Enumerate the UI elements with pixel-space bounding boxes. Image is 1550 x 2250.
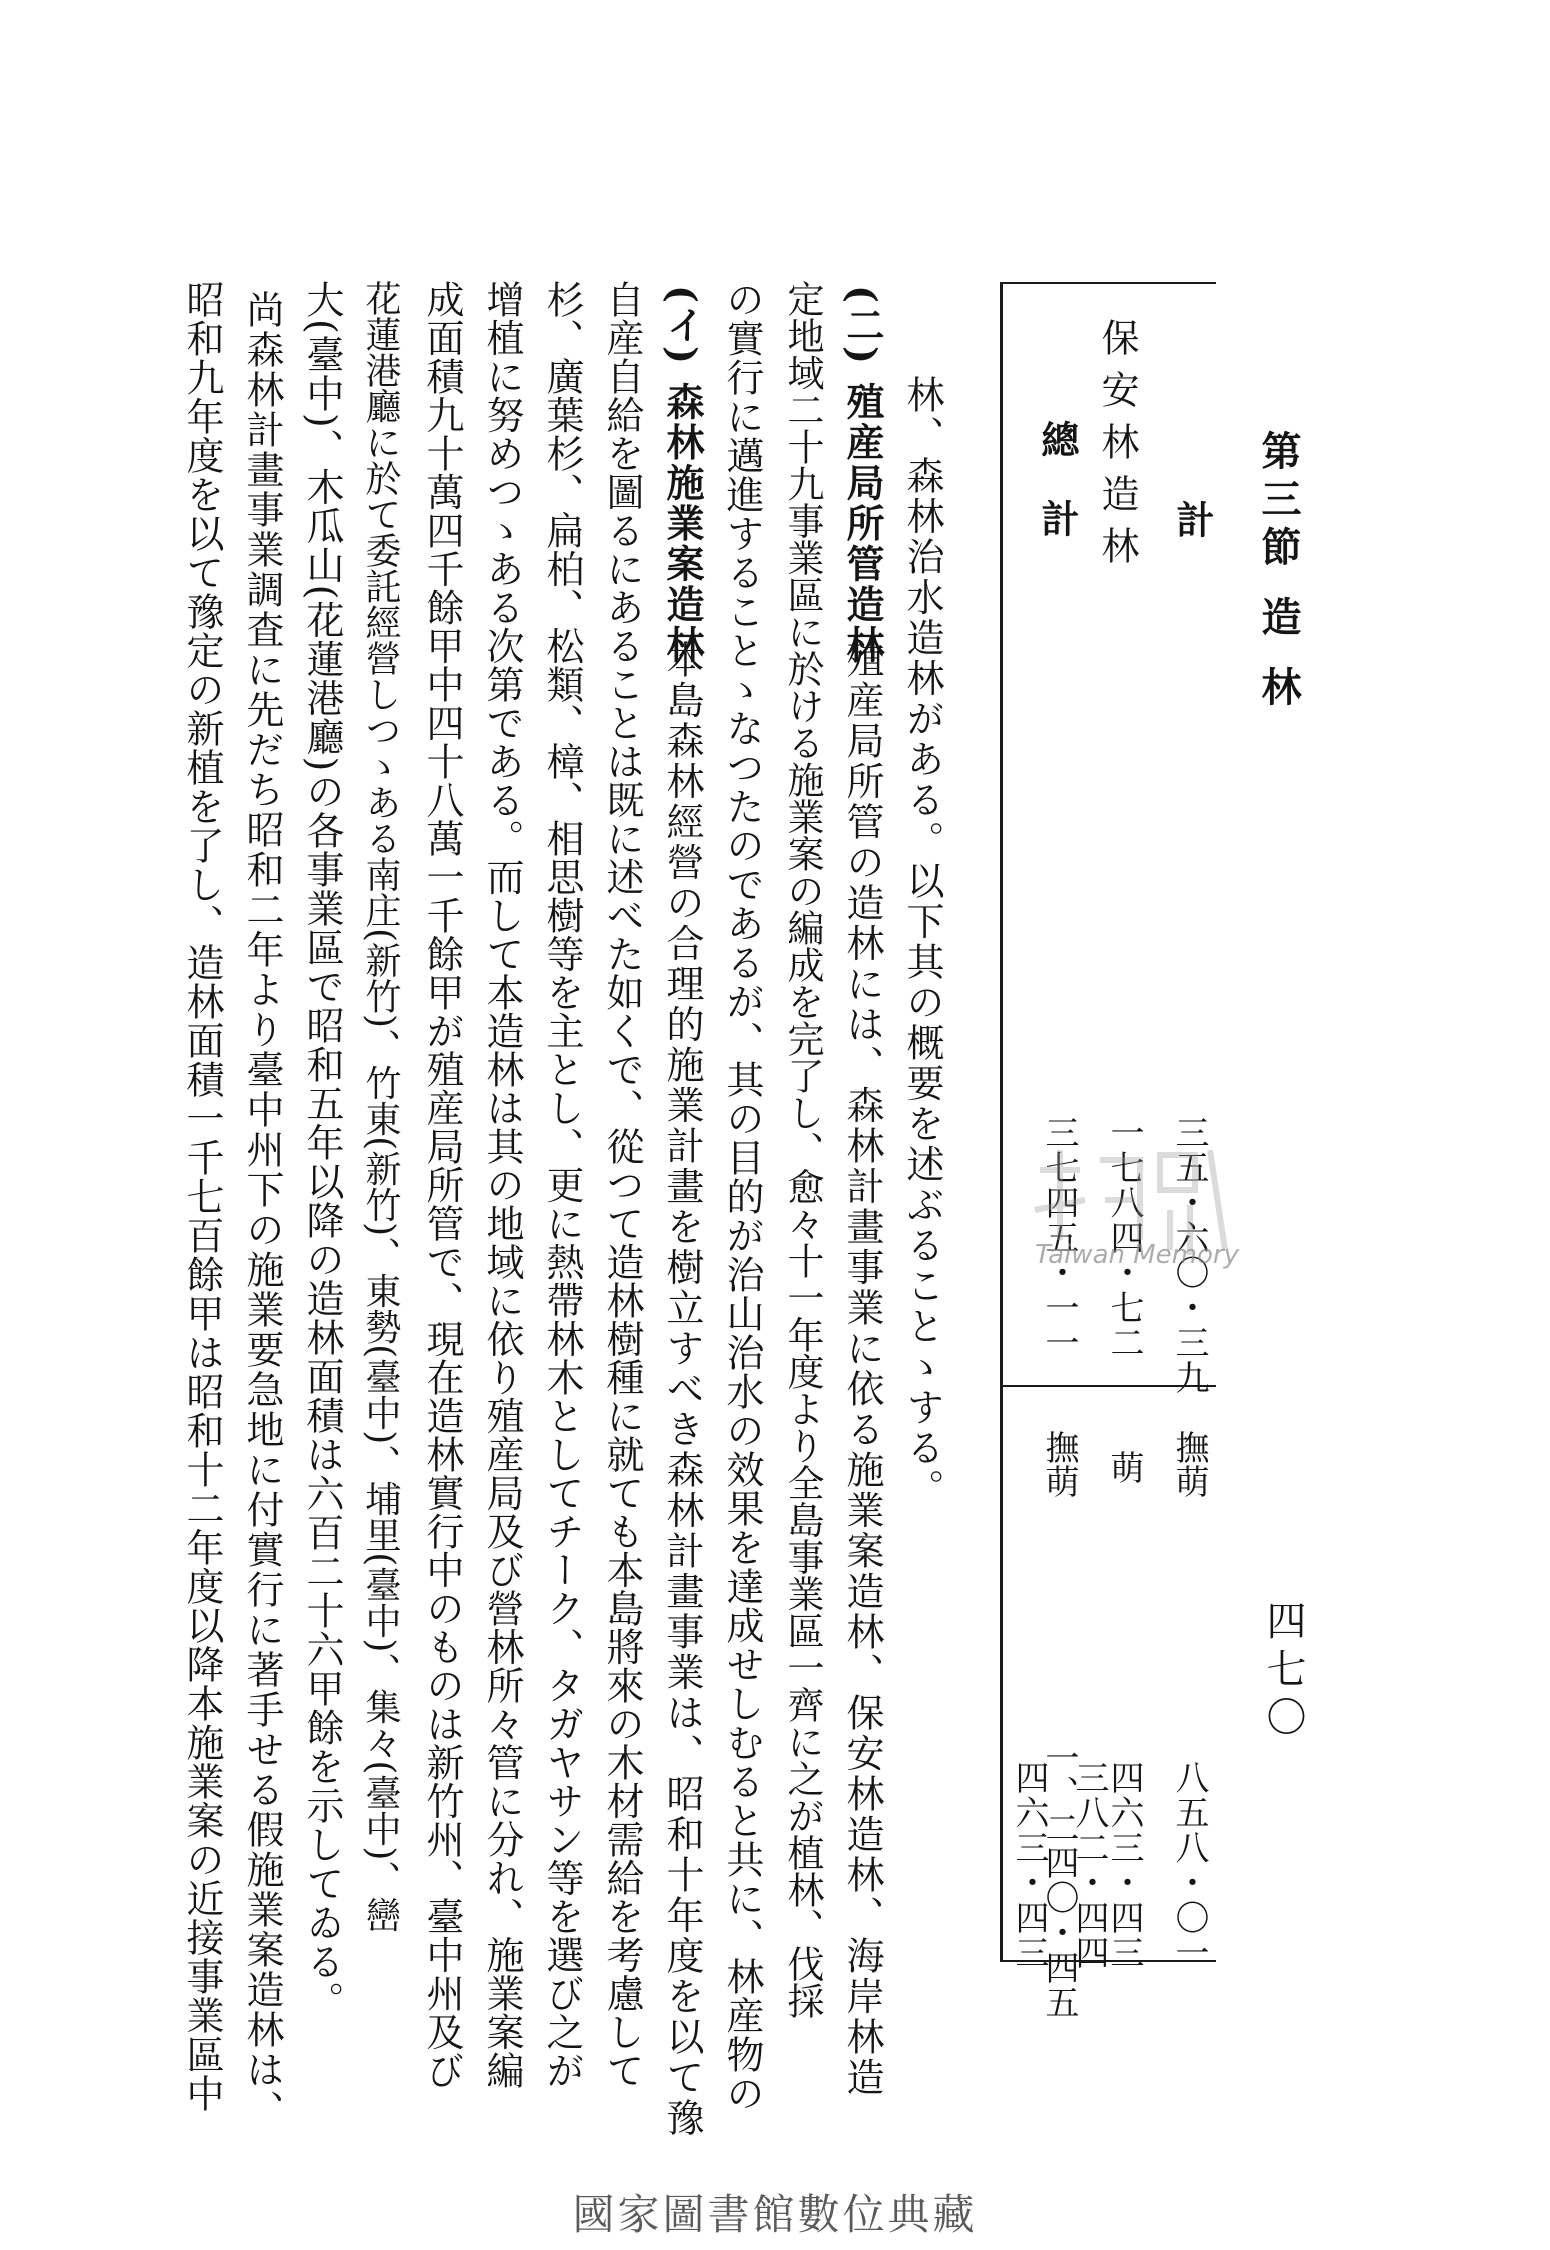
table-extra-amount: 四六三・四三 (1009, 1760, 1049, 1970)
table-row-value: 三五・六〇・三九 (1169, 1115, 1209, 1395)
watermark-text: Taiwan Memory (1035, 1240, 1239, 1270)
table-row-label: 保安林造林 (1095, 318, 1139, 578)
table-row-label: 計 (1170, 500, 1215, 552)
table-row-amount: 八五八・〇一 (1169, 1760, 1209, 1970)
body-line: 本島森林經營の合理的施業計畫を樹立すべき森林計畫事業は、昭和十年度を以て豫 (660, 640, 704, 2139)
body-line: 定地域二十九事業區に於ける施業案の編成を完了し、愈々十一年度より全島事業區一齊に之が植林、伐採 (781, 280, 824, 2019)
body-line: 杉、廣葉杉、扁柏、松類、樟、相思樹等を主とし、更に熱帶林木としてチーク、タガヤサン等を選び之が (540, 280, 584, 2090)
body-line: 增植に努めつゝある次第である。而して本造林は其の地域に依り殖産局及び營林所々管に分れ、施業案編 (480, 280, 524, 2090)
body-line: 昭和九年度を以て豫定の新植を了し、造林面積一千七百餘甲は昭和十二年度以降本施業案の近接事業區中 (180, 280, 224, 2113)
body-line: 尚森林計畫事業調査に先だち昭和二年より臺中州下の施業要急地に付實行に著手せる假施業案造林は、 (240, 290, 284, 2130)
table-row-label: 總 計 (1035, 420, 1080, 552)
footer-caption: 國家圖書館數位典藏 (572, 2190, 978, 2239)
table-row-value: 三七四五・一一 (1039, 1115, 1079, 1360)
body-line: 大(臺中)、木瓜山(花蓮港廳)の各事業區で昭和五年以降の造林面積は六百二十六甲餘を示してゐる。 (300, 280, 344, 2021)
subsection-heading: (イ) 森林施業案造林 (660, 285, 705, 666)
table-row-amount: 三八二・四四 (1069, 1760, 1109, 1970)
table-row-amount: 四六三・四三 (1104, 1760, 1144, 1970)
body-line: 林、森林治水造林がある。以下其の概要を述ぶることゝする。 (900, 375, 944, 1509)
body-line: 花蓮港廳に於て委託經營しつゝある南庄(新竹)、竹東(新竹)、東勢(臺中)、埔里(臺中)、集々(臺中)、巒 (360, 280, 401, 1933)
body-line: 自産自給を圖るにあることは既に述べた如くで、從つて造林樹種に就ても本島將來の木材需給を考慮して (600, 280, 644, 2090)
body-line: の實行に邁進することゝなつたのであるが、其の目的が治山治水の效果を達成せしむると共に、林産物の (720, 280, 764, 2113)
section-heading: (二) 殖産局所管造林 (840, 285, 885, 666)
table-row-unit: 撫萌 (1039, 1430, 1079, 1498)
body-line: 成面積九十萬四千餘甲中四十八萬一千餘甲が殖産局所管で、現在造林實行中のものは新竹州、臺中州及び (420, 280, 464, 2090)
table-left-rule (1000, 282, 1003, 1962)
table-extra-amount: 一、二四〇・四五 (1039, 1740, 1079, 2020)
table-row-value: 一七八四・七二 (1104, 1115, 1144, 1360)
table-row-unit: 萌 (1104, 1450, 1144, 1484)
table-top-rule (1000, 282, 1216, 284)
page-number: 四七〇 (1260, 1600, 1306, 1744)
body-line: 殖産局所管の造林には、森林計畫事業に依る施業案造林、保安林造林、海岸林造 (840, 640, 884, 2098)
section-title: 第三節 造 林 (1255, 430, 1302, 714)
table-row-unit: 撫萌 (1169, 1430, 1209, 1498)
